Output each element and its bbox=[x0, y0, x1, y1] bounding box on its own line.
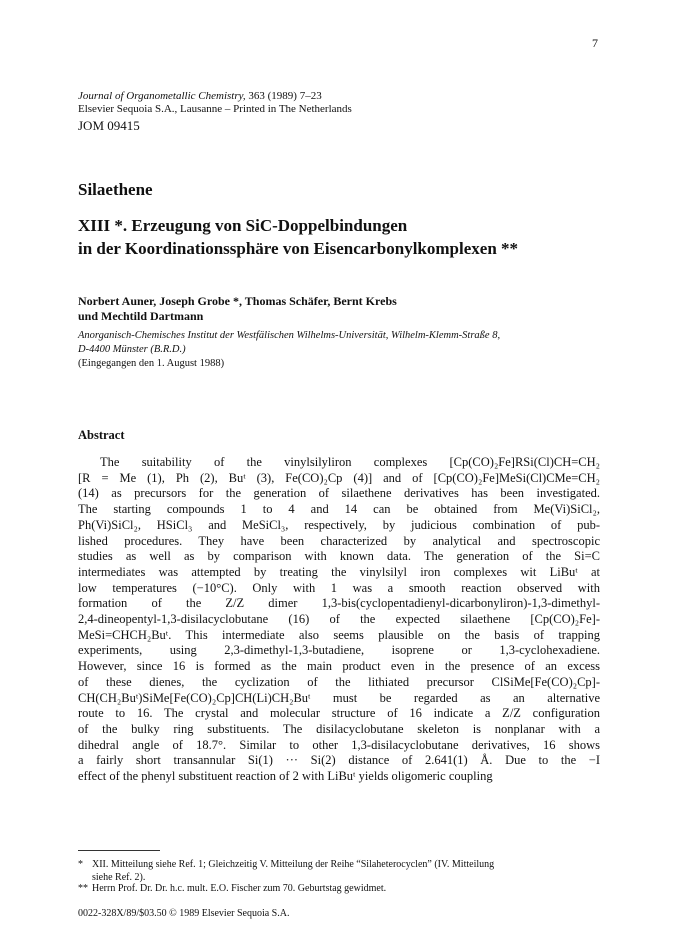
abstract-line: lished procedures. They have been characterized by analytical and spectroscopic bbox=[78, 533, 600, 548]
abstract-line: of these dienes, the cyclization of the lithiated precursor ClSiMe[Fe(CO)₂Cp]- bbox=[78, 674, 600, 689]
journal-citation bbox=[78, 90, 352, 103]
abstract-line: formation of the Z/Z dimer 1,3-bis(cyclopentadienyl-dicarbonyliron)-1,3-dimethyl- bbox=[78, 596, 600, 611]
footnote-1-text: XII. Mitteilung siehe Ref. 1; Gleichzeitig V. Mitteilung der Reihe “Silaheterocyclen” (IV. Mitteilung bbox=[92, 859, 495, 870]
journal-header bbox=[78, 90, 352, 116]
abstract-line: experiments, using 2,3-dimethyl-1,3-butadiene, isoprene or 1,3-cyclohexadiene. bbox=[78, 643, 600, 658]
received-date: (Eingegangen den 1. August 1988) bbox=[78, 358, 225, 369]
abstract-line: Ph(Vi)SiCl₂, HSiCl₃ and MeSiCl₃, respectively, by judicious combination of pub- bbox=[78, 517, 600, 532]
footnote-1-mark: * bbox=[78, 859, 83, 870]
series-title: Silaethene bbox=[78, 180, 153, 199]
title-line-2: in der Koordinationssphäre von Eisencarbonylkomplexen ** bbox=[78, 239, 519, 258]
footnote-1-continuation: siehe Ref. 2). bbox=[92, 872, 146, 883]
abstract-line: 2,4-dineopentyl-1,3-disilacyclobutane (16) of the expected silaethene [Cp(CO)₂Fe]- bbox=[78, 612, 600, 627]
institution-line-2: D-4400 Münster (B.R.D.) bbox=[78, 344, 186, 355]
abstract-line: CH(CH₂Buᵗ)SiMe[Fe(CO)₂Cp]CH(Li)CH₂Buᵗ must be regarded as an alternative bbox=[78, 690, 600, 705]
abstract-line: route to 16. The crystal and molecular structure of 16 indicate a Z/Z configuration bbox=[78, 706, 600, 721]
abstract-line: The starting compounds 1 to 4 and 14 can be obtained from Me(Vi)SiCl₂, bbox=[78, 502, 600, 517]
authors-line-2: und Mechtild Dartmann bbox=[78, 309, 204, 323]
abstract-line: MeSi=CHCH₂Buᵗ. This intermediate also seems plausible on the basis of trapping bbox=[78, 627, 600, 642]
abstract-line: (14) as precursors for the generation of silaethene derivatives has been investigated. bbox=[78, 486, 600, 501]
abstract-line: of the bulky ring substituents. The disilacyclobutane skeleton is nonplanar with a bbox=[78, 721, 600, 736]
footnote-rule bbox=[78, 850, 160, 851]
institution-line-1: Anorganisch-Chemisches Institut der Westfälischen Wilhelms-Universität, Wilhelm-Klemm-Straße 8, bbox=[78, 330, 501, 341]
abstract-line: studies as well as by comparison with known data. The generation of the Si=C bbox=[78, 549, 600, 564]
abstract-line: [R = Me (1), Ph (2), Buᵗ (3), Fe(CO)₂Cp (4)] and of [Cp(CO)₂Fe]MeSi(Cl)CMe=CH₂ bbox=[78, 470, 600, 485]
footnote-2 bbox=[78, 882, 600, 895]
journal-publisher: Elsevier Sequoia S.A., Lausanne – Printed in The Netherlands bbox=[78, 103, 352, 115]
copyright-line: 0022-328X/89/$03.50 © 1989 Elsevier Sequoia S.A. bbox=[78, 908, 290, 919]
abstract-line: intermediates was attempted by treating the vinylsilyl iron complexes wit LiBuᵗ at bbox=[78, 564, 600, 579]
footnote-2-text: Herrn Prof. Dr. Dr. h.c. mult. E.O. Fischer zum 70. Geburtstag gewidmet. bbox=[92, 883, 387, 894]
footnote-1 bbox=[78, 858, 600, 884]
abstract-line: However, since 16 is formed as the main product even in the presence of an excess bbox=[78, 659, 600, 674]
journal-code: JOM 09415 bbox=[78, 118, 140, 133]
abstract-body bbox=[78, 455, 600, 785]
institution bbox=[78, 329, 598, 357]
journal-volume: 363 (1989) 7–23 bbox=[245, 90, 322, 102]
abstract-heading: Abstract bbox=[78, 428, 125, 442]
authors-line-1: Norbert Auner, Joseph Grobe *, Thomas Schäfer, Bernt Krebs bbox=[78, 294, 397, 308]
footnote-2-mark: ** bbox=[78, 883, 88, 894]
abstract-line: low temperatures (−10°C). Only with 1 was a smooth reaction observed with bbox=[78, 580, 600, 595]
title-line-1: XIII *. Erzeugung von SiC-Doppelbindungen bbox=[78, 216, 408, 235]
journal-name: Journal of Organometallic Chemistry, bbox=[78, 90, 246, 102]
abstract-line: dihedral angle of 18.7°. Similar to other 1,3-disilacyclobutane derivatives, 16 shows bbox=[78, 737, 600, 752]
authors bbox=[78, 294, 598, 324]
abstract-line: The suitability of the vinylsilyliron complexes [Cp(CO)₂Fe]RSi(Cl)CH=CH₂ bbox=[100, 455, 600, 469]
page-number: 7 bbox=[592, 36, 598, 50]
abstract-line: effect of the phenyl substituent reaction of 2 with LiBuᵗ yields oligomeric coupling bbox=[78, 769, 493, 784]
article-title bbox=[78, 214, 618, 260]
abstract-line: a fairly short transannular Si(1) ··· Si(2) distance of 2.641(1) Å. Due to the −I bbox=[78, 753, 600, 768]
